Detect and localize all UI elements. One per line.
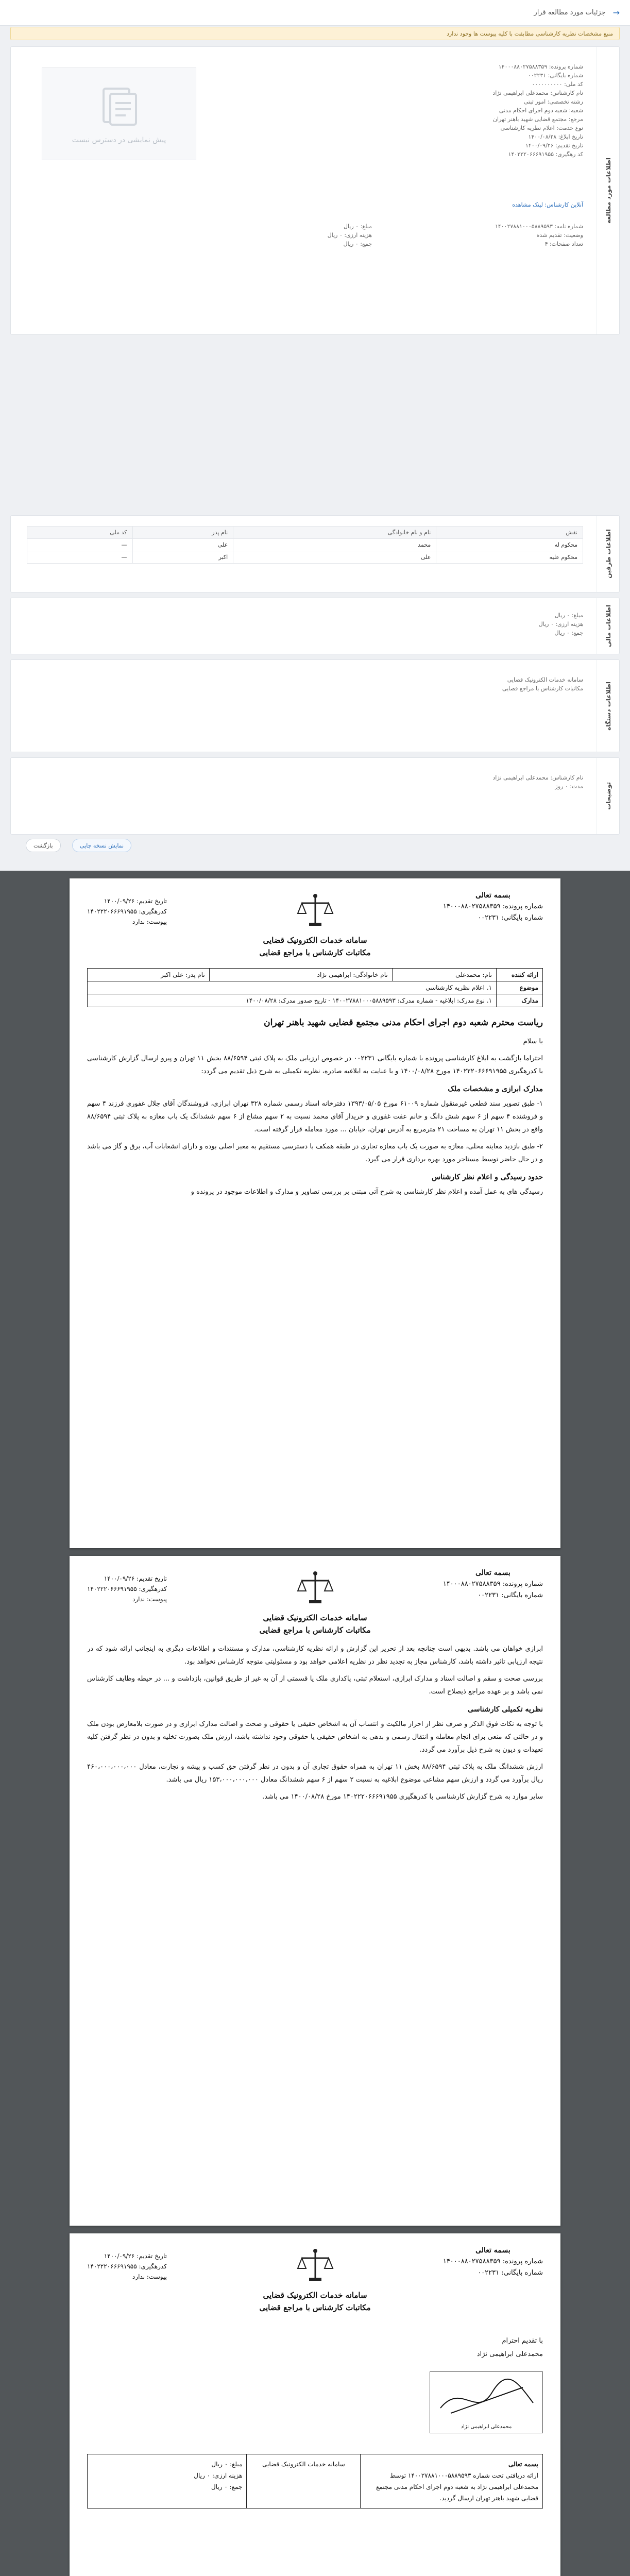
alert-banner: منبع مشخصات نظریه کارشناسی مطابقت با کلیه پیوست ها وجود ندارد — [10, 27, 620, 40]
col-id: کد ملی — [27, 527, 133, 539]
financial-items: مبلغ: ۰ ریال هزینه ارزی: ۰ ریال جمع: ۰ ریال — [538, 612, 583, 636]
device-panel — [10, 659, 620, 752]
table-row: محکوم علیه علی اکبر — — [27, 551, 583, 564]
print-view-link[interactable]: نمایش نسخه چاپی — [72, 839, 131, 852]
page-title: جزئیات مورد مطالعه قرار — [534, 9, 606, 16]
judiciary-emblem-icon — [295, 1569, 336, 1611]
doc-addressee: ریاست محترم شعبه دوم اجرای احکام مدنی مجتمع قضایی شهید باهنر تهران — [264, 1018, 543, 1028]
doc-header: بسمه تعالی شماره پرونده: ۱۴۰۰۰۸۸۰۲۷۵۸۸۳۵۹ شماره بایگانی: ۰۰۲۲۳۱ تاریخ تقدیم: ۱۴۰۰/۰۹/۲۶ کدرهگیری: ۱۴۰۲۲۲۰۶۶۶۹۱۹۵۵ پیوست: ندارد سامانه خدمات الکترونیک قضایی مکاتبات کارشناس با مراجع قضایی — [87, 1569, 543, 1635]
parties-panel — [10, 515, 620, 592]
preview-placeholder-text: پیش نمایشی در دسترس نیست — [72, 136, 166, 144]
parties-table — [27, 526, 583, 564]
case-letter-column: شماره نامه: ۱۴۰۰۲۷۸۸۱۰۰۰۵۸۸۹۵۹۳ وضعیت: تقدیم شده تعداد صفحات: ۴ — [495, 223, 583, 247]
document-page-2: بسمه تعالی شماره پرونده: ۱۴۰۰۰۸۸۰۲۷۵۸۸۳۵۹ شماره بایگانی: ۰۰۲۲۳۱ تاریخ تقدیم: ۱۴۰۰/۰۹/۲۶ کدرهگیری: ۱۴۰۲۲۲۰۶۶۶۹۱۹۵۵ پیوست: ندارد سامانه خدمات الکترونیک قضایی مکاتبات کارشناس با مراجع قضایی ابرازی خواهان می باشد. بدیهی است چنانچه بعد از تحریر این گزارش و ارائه نظریه کارشناسی، مدارک و مستندات و اطلاعات دیگری به اینجانب ارائه شود که در نتیجه ارزیابی تاثیر داشته باشد، کارشناس مجاز به تجدید نظر در نظریه اعلامی خواهد بود و مسئولیتی متوجه کارشناس نخواهد بود. بررسی صحت و سقم و اصالت اسناد و مدارک ابرازی، استعلام ثبتی، پاکداری ملک یا قسمتی از آن به غیر از طریق قوانین، بازداشت و ... در حیطه وظایف کارشناس نمی باشد و بر عهده مراجع ذیصلاح است. نظریه تکمیلی کارشناسی با توجه به نکات فوق الذکر و صرف نظر از احراز مالکیت و انتساب آن به اشخاص حقیقی یا حقوقی و صحت و اصالت مدارک ابرازی و در صورت بلامعارض بودن ملک و در حالتی که منعی برای انجام معامله و انتقال رسمی و بدهی به اشخاص حقیقی یا حقوقی وجود نداشته باشد، ارزش ملک بصورت تخلیه و بدون در نظر گرفتن کلیه تعهدات و دیون به شرح ذیل برآورد می گردد. ارزش ششدانگ ملک به پلاک ثبتی ۸۸/۶۵۹۴ بخش ۱۱ تهران به همراه حقوق تجاری آن و بدون در نظر گرفتن حق کسب و پیشه و تجارت، معادل ۴۶۰،۰۰۰،۰۰۰،۰۰۰ ریال برآورد می گردد و ارزش سهم مشاعی موضوع ابلاغیه به نسبت ۲ سهم از ۶ سهم ششدانگ معادل ۱۵۳،۰۰۰،۰۰۰،۰۰۰ ریال می باشد. سایر موارد به شرح گزارش کارشناسی با کدرهگیری ۱۴۰۲۲۲۰۶۶۶۹۱۹۵۵ مورخ ۱۴۰۰/۰۸/۲۸ می باشد. — [70, 1556, 560, 2226]
signature-scribble-icon — [430, 2372, 542, 2424]
doc-footer-table: بسمه تعالی ارائه دریافتی تحت شماره ۱۴۰۰۲۷۸۸۱۰۰۰۵۸۸۹۵۹۳ توسط محمدعلی ابراهیمی نژاد به شعبه دوم اجرای احکام مدنی مجتمع قضایی شهید باهنر تهران ارسال گردید. سامانه خدمات الکترونیک قضایی مبلغ: ۰ ریال هزینه ارزی: ۰ ریال جمع: ۰ ریال — [87, 2454, 543, 2509]
doc-info-table: ارائه کننده نام: محمدعلی نام خانوادگی: ابراهیمی نژاد نام پدر: علی اکبر موضوع ۱. اعلام نظریه کارشناسی مدارک ۱. نوع مدرک: ابلاغیه - شماره مدرک: ۱۴۰۰۲۷۸۸۱۰۰۰۵۸۸۹۵۹۳ - تاریخ صدور مدرک: ۱۴۰۰/۰۸/۲۸ — [87, 968, 543, 1007]
judiciary-emblem-icon — [295, 2247, 336, 2288]
signature-block: با تقدیم احترام محمدعلی ابراهیمی نژاد — [476, 2337, 543, 2358]
case-panel — [10, 46, 620, 335]
case-info-column: شماره پرونده: ۱۴۰۰۰۸۸۰۲۷۵۸۸۳۵۹ شماره بایگانی: ۰۰۲۲۳۱ کد ملی: ۰۰۰۰۰۰۰۰۰۰ نام کارشناس: محمدعلی ابراهیمی نژاد رشته تخصصی: امور ثبتی شعبه: شعبه دوم اجرای احکام مدنی مرجع: مجتمع قضایی شهید باهنر تهران نوع خدمت: اعلام نظریه کارشناسی تاریخ ابلاغ: ۱۴۰۰/۰۸/۲۸ تاریخ تقدیم: ۱۴۰۰/۰۹/۲۶ کد رهگیری: ۱۴۰۲۲۲۰۶۶۶۹۱۹۵۵ — [492, 63, 583, 158]
parties-panel-label: اطلاعات طرفین — [597, 516, 619, 592]
col-father: نام پدر — [132, 527, 233, 539]
notes-panel — [10, 757, 620, 835]
judiciary-emblem-icon — [295, 892, 336, 933]
top-bar — [0, 0, 630, 26]
back-arrow-icon[interactable]: → — [612, 8, 620, 18]
notes-items: نام کارشناس: محمدعلی ابراهیمی نژاد مدت: ۰ روز — [492, 774, 583, 790]
col-name: نام و نام خانوادگی — [233, 527, 436, 539]
signature-image: محمدعلی ابراهیمی نژاد — [430, 2371, 543, 2433]
col-role: نقش — [436, 527, 583, 539]
notes-panel-label: توضیحات — [597, 758, 619, 834]
device-panel-label: اطلاعات دستگاه — [597, 660, 619, 752]
financial-panel — [10, 598, 620, 654]
device-items: سامانه خدمات الکترونیک قضایی مکاتبات کارشناس با مراجع قضایی — [502, 676, 583, 692]
back-button[interactable]: بازگشت — [26, 839, 61, 852]
document-page-3 — [70, 2233, 560, 2576]
document-placeholder-icon — [96, 83, 142, 130]
document-page-1: بسمه تعالی شماره پرونده: ۱۴۰۰۰۸۸۰۲۷۵۸۸۳۵۹ شماره بایگانی: ۰۰۲۲۳۱ تاریخ تقدیم: ۱۴۰۰/۰۹/۲۶ کدرهگیری: ۱۴۰۲۲۲۰۶۶۶۹۱۹۵۵ پیوست: ندارد سامانه خدمات الکترونیک قضایی مکاتبات کارشناس با مراجع قضایی ارائه کننده نام: محمدعلی نام خانوادگی: ابراهیمی نژاد نام پدر: علی اکبر موضوع ۱. اعلام نظریه کارشناسی مدارک ۱. نوع مدرک: ابلاغیه - شماره مدرک: ۱۴۰۰۲۷۸۸۱۰۰۰۵۸۸۹۵۹۳ - تاریخ صدور مدرک: ۱۴۰۰/۰۸/۲۸ ریاست محترم شعبه دوم اجرای احکام مدنی مجتمع قضایی شهید باهنر تهران با سلام احتراما بازگشت به ابلاغ کارشناسی پرونده با شماره بایگانی ۰۰۲۲۳۱ در خصوص ارزیابی ملک به پلاک ثبتی ۸۸/۶۵۹۴ بخش ۱۱ تهران و پیرو ارسال گزارش کارشناسی با کدرهگیری ۱۴۰۲۲۲۰۶۶۶۹۱۹۵۵ مورخ ۱۴۰۰/۰۸/۲۸ و با عنایت به ابلاغیه صادره، نظریه تکمیلی به شرح ذیل تقدیم می گردد: مدارک ابرازی و مشخصات ملک ۱- طبق تصویر سند قطعی غیرمنقول شماره ۶۱۰۰۹ مورخ ۱۳۹۳/۰۵/۰۵ دفترخانه اسناد رسمی شماره ۳۲۸ تهران ابرازی، فروشندگان آقای جلال غفوری فرزند ۴ سهم و فروشنده ۴ سهم از ۶ سهم شش دانگ و خانم عفت غفوری و خریدار آقای محمد نسبت به ۲ سهم مشاع از ۶ سهم ششدانگ یک باب مغازه به پلاک ثبتی ۸۸/۶۵۹۴ واقع در بخش ۱۱ تهران به مساحت ۲۱ مترمربع به آدرس تهران، خیابان ... مورد معامله قرار گرفته است. ۲- طبق بازدید معاینه محلی، مغازه به صورت یک باب مغازه تجاری در طبقه همکف با دسترسی مستقیم به معبر اصلی بوده و دارای انشعابات آب، برق و گاز می باشد و در حال حاضر توسط مستاجر مورد بهره برداری قرار می گیرد. حدود رسیدگی و اعلام نظر کارشناس رسیدگی های به عمل آمده و اعلام نظر کارشناسی به شرح آتی مبتنی بر بررسی تصاویر و مدارک و اطلاعات موجود در پرونده و — [70, 878, 560, 1548]
doc-header: بسمه تعالی شماره پرونده: ۱۴۰۰۰۸۸۰۲۷۵۸۸۳۵۹ شماره بایگانی: ۰۰۲۲۳۱ تاریخ تقدیم: ۱۴۰۰/۰۹/۲۶ کدرهگیری: ۱۴۰۲۲۲۰۶۶۶۹۱۹۵۵ پیوست: ندارد سامانه خدمات الکترونیک قضایی مکاتبات کارشناس با مراجع قضایی — [87, 891, 543, 957]
case-panel-label: اطلاعات مورد مطالعه — [597, 47, 619, 334]
doc-header: بسمه تعالی شماره پرونده: ۱۴۰۰۰۸۸۰۲۷۵۸۸۳۵۹ شماره بایگانی: ۰۰۲۲۳۱ تاریخ تقدیم: ۱۴۰۰/۰۹/۲۶ کدرهگیری: ۱۴۰۲۲۲۰۶۶۶۹۱۹۵۵ پیوست: ندارد سامانه خدمات الکترونیک قضایی مکاتبات کارشناس با مراجع قضایی — [87, 2246, 543, 2312]
table-row: محکوم له محمد علی — — [27, 539, 583, 551]
financial-panel-label: اطلاعات مالی — [597, 598, 619, 654]
case-amount-column: مبلغ: ۰ ریال هزینه ارزی: ۰ ریال جمع: ۰ ریال — [327, 223, 372, 247]
expert-link[interactable]: آنلاین کارشناس: لینک مشاهده — [512, 201, 583, 208]
preview-placeholder — [42, 67, 196, 160]
